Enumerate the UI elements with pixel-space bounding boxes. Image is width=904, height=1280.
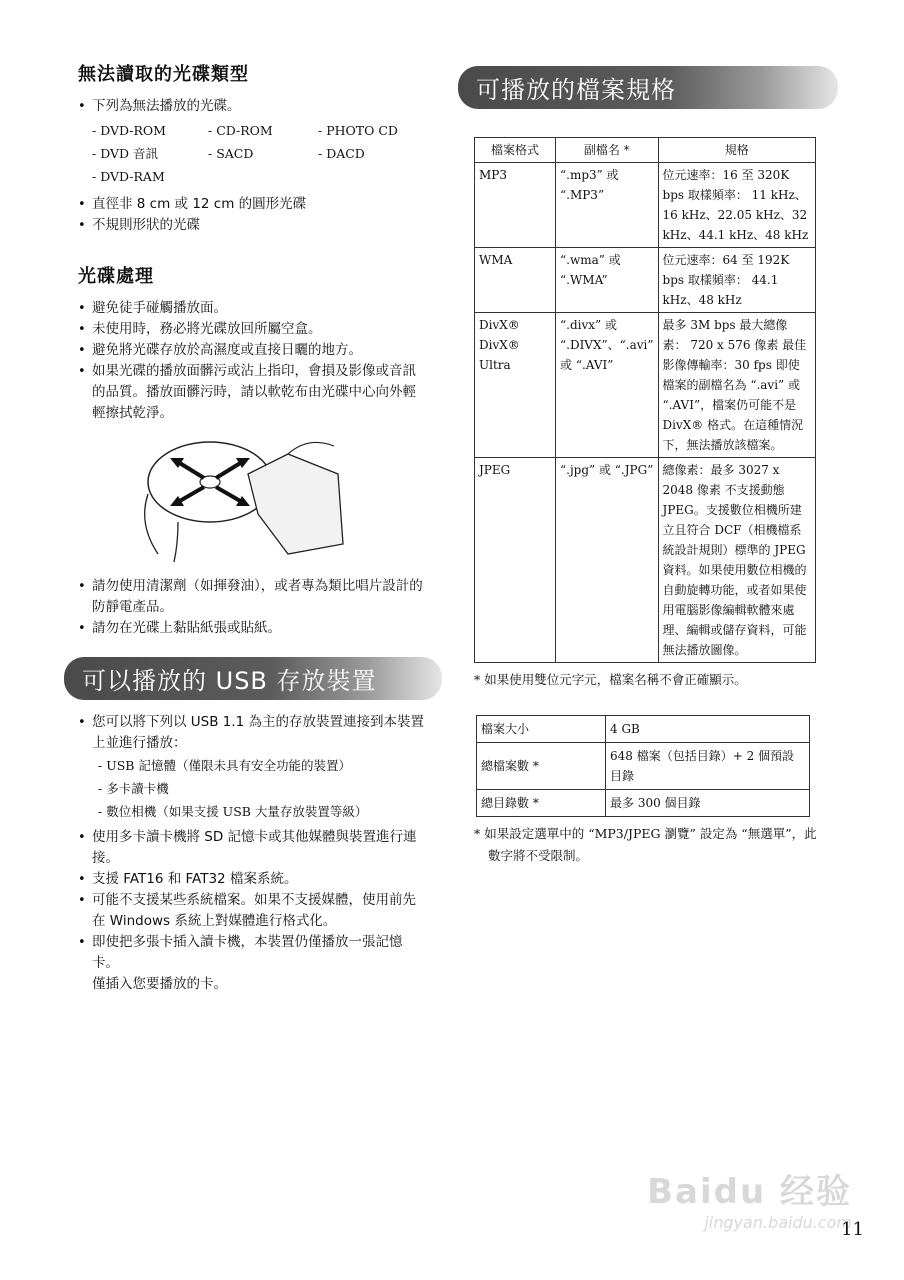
list-item: • 如果光碟的播放面髒污或沾上指印，會損及影像或音訊的品質。播放面髒污時，請以軟乾布由光碟中心向外輕輕擦拭乾淨。: [78, 361, 428, 424]
column-header: 規格: [658, 138, 815, 163]
extension-cell: “.jpg” 或 “.JPG”: [556, 458, 659, 663]
usb-sub-item: - 數位相機（如果支援 USB 大量存放裝置等級）: [98, 804, 368, 819]
table-header-row: [475, 138, 816, 163]
usb-sub-item: - 多卡讀卡機: [98, 781, 169, 796]
list-item: • 您可以將下列以 USB 1.1 為主的存放裝置連接到本裝置上並進行播放：: [78, 712, 428, 754]
table-row: [475, 313, 816, 458]
file-spec-table: [474, 137, 816, 663]
list-item-text: 即使把多張卡插入讀卡機，本裝置仍僅播放一張記憶卡。: [92, 934, 403, 971]
spec-cell: 位元速率：16 至 320K bps 取樣頻率： 11 kHz、16 kHz、22.05 kHz、32 kHz、44.1 kHz、48 kHz: [658, 163, 815, 248]
table-row: [475, 163, 816, 248]
limit-key: 總檔案數 *: [477, 743, 606, 790]
disc-type: - DVD 音訊: [92, 146, 159, 161]
unreadable-extra-list: [78, 194, 428, 236]
list-item: • 未使用時，務必將光碟放回所屬空盒。: [78, 319, 428, 340]
spec-cell: 最多 3M bps 最大總像素： 720 x 576 像素 最佳影像傳輸率：30 fps 即使檔案的副檔名為 “.avi” 或 “.AVI”，檔案仍可能不是 DivX® 格式。在這種情況下，無法播放該檔案。: [658, 313, 815, 458]
list-item: • 避免徒手碰觸播放面。: [78, 298, 428, 319]
limit-value: 4 GB: [606, 716, 810, 743]
limits-table: [476, 715, 810, 817]
disc-type: - DACD: [318, 146, 365, 161]
spec-cell: 位元速率：64 至 192K bps 取樣頻率： 44.1 kHz、48 kHz: [658, 248, 815, 313]
disc-type: - PHOTO CD: [318, 123, 398, 138]
usb-notes-list: [78, 827, 428, 995]
left-column: [78, 60, 428, 995]
list-item: • 請勿在光碟上黏貼紙張或貼紙。: [78, 618, 428, 639]
footnote: * 如果使用雙位元字元，檔案名稱不會正確顯示。: [474, 672, 747, 687]
list-item: • 下列為無法播放的光碟。: [78, 96, 428, 117]
usb-sub-item: - USB 記憶體（僅限未具有安全功能的裝置）: [98, 758, 351, 773]
table-row: [477, 743, 810, 790]
format-cell: MP3: [475, 163, 556, 248]
format-cell: DivX® DivX® Ultra: [475, 313, 556, 458]
watermark-main: Baidu 经验: [647, 1172, 852, 1212]
file-spec-title: 可播放的檔案規格: [458, 66, 838, 109]
disc-cleaning-illustration: [138, 434, 348, 564]
disc-type: - DVD-ROM: [92, 123, 166, 138]
disc-type-grid: [78, 119, 428, 188]
usb-section-title: 可以播放的 USB 存放裝置: [64, 657, 442, 700]
list-item: • 支援 FAT16 和 FAT32 檔案系統。: [78, 869, 428, 890]
hand-left-icon: [145, 494, 158, 554]
cloth-hand-icon: [248, 454, 343, 554]
list-item: • 可能不支援某些系統檔案。如果不支援媒體，使用前先在 Windows 系統上對媒體進行格式化。: [78, 890, 428, 932]
watermark: [647, 1164, 852, 1232]
list-item: • 請勿使用清潔劑（如揮發油），或者專為類比唱片設計的防靜電產品。: [78, 576, 428, 618]
table-row: [477, 716, 810, 743]
list-item-text: 僅插入您要播放的卡。: [92, 976, 227, 992]
footnote: * 如果設定選單中的 “MP3/JPEG 瀏覽” 設定為 “無選單”，此數字將不受限制。: [474, 826, 817, 863]
extension-cell: “.mp3” 或 “.MP3”: [556, 163, 659, 248]
limit-value: 648 檔案（包括目錄）+ 2 個預設目錄: [606, 743, 810, 790]
list-item: • 避免將光碟存放於高濕度或直接日曬的地方。: [78, 340, 428, 361]
list-item: • 不規則形狀的光碟: [78, 215, 428, 236]
unreadable-title: 無法讀取的光碟類型: [78, 64, 249, 85]
format-cell: WMA: [475, 248, 556, 313]
limit-key: 總目錄數 *: [477, 790, 606, 817]
column-header: 副檔名 *: [556, 138, 659, 163]
table-row: [477, 790, 810, 817]
limit-value: 最多 300 個目錄: [606, 790, 810, 817]
watermark-url: jingyan.baidu.com: [704, 1213, 852, 1232]
format-cell: JPEG: [475, 458, 556, 663]
limit-key: 檔案大小: [477, 716, 606, 743]
list-item: [78, 932, 428, 995]
handling-title: 光碟處理: [78, 266, 154, 287]
handling-extra-list: [78, 576, 428, 639]
extension-cell: “.divx” 或 “.DIVX”、“.avi” 或 “.AVI”: [556, 313, 659, 458]
column-header: 檔案格式: [475, 138, 556, 163]
disc-type: - SACD: [208, 146, 254, 161]
disc-type: - DVD-RAM: [92, 169, 165, 184]
extension-cell: “.wma” 或 “.WMA”: [556, 248, 659, 313]
usb-list: [78, 712, 428, 754]
spec-cell: 總像素：最多 3027 x 2048 像素 不支援動態 JPEG。支援數位相機所建立且符合 DCF（相機檔系統設計規則）標準的 JPEG 資料。如果使用數位相機的自動旋轉功能，或者如果使用電腦影像編輯軟體來處理、編輯或儲存資料，可能無法播放圖像。: [658, 458, 815, 663]
list-item: • 使用多卡讀卡機將 SD 記憶卡或其他媒體與裝置進行連接。: [78, 827, 428, 869]
table-row: [475, 458, 816, 663]
right-column: [458, 66, 818, 867]
handling-list: [78, 298, 428, 424]
page-number: 11: [841, 1219, 864, 1240]
list-item: • 直徑非 8 cm 或 12 cm 的圓形光碟: [78, 194, 428, 215]
disc-type: - CD-ROM: [208, 123, 273, 138]
unreadable-list: [78, 96, 428, 117]
table-row: [475, 248, 816, 313]
